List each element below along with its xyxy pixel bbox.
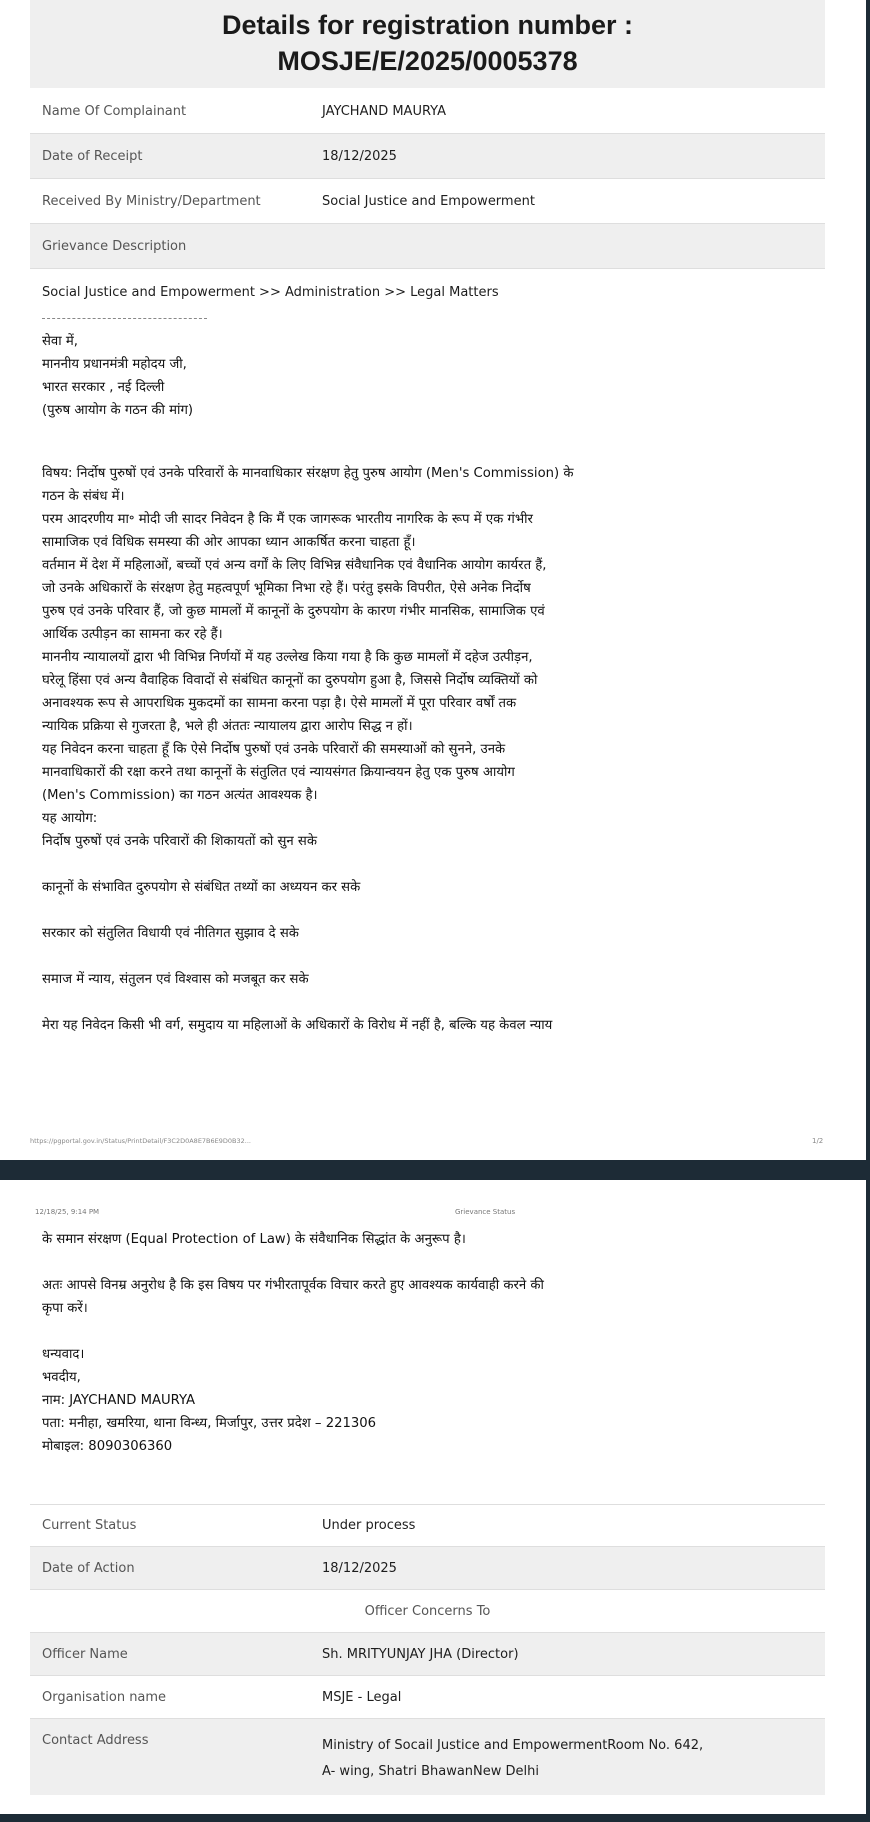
category-row (30, 272, 825, 312)
officer-name-value: Sh. MRITYUNJAY JHA (Director) (322, 1646, 519, 1662)
ministry-row (30, 179, 825, 224)
dashed-divider (42, 318, 207, 319)
ministry-label: Received By Ministry/Department (42, 193, 261, 209)
contact-address-label: Contact Address (42, 1733, 149, 1748)
current-status-label: Current Status (42, 1518, 137, 1533)
letter-address: सेवा में, माननीय प्रधानमंत्री महोदय जी, भारत सरकार , नई दिल्ली (पुरुष आयोग के गठन की मांग) (42, 334, 194, 418)
action-date-row (30, 1547, 825, 1590)
organisation-label: Organisation name (42, 1689, 167, 1705)
letter-continuation: के समान संरक्षण (Equal Protection of Law) के संवैधानिक सिद्धांत के अनुरूप है। अतः आपसे विनम्र अनुरोध है कि इस विषय पर गंभीरतापूर्वक विचार करते हुए आवश्यक कार्यवाही करने की कृपा करें। धन्यवाद। भवदीय, नाम: JAYCHAND MAURYA पता: मनीहा, खमरिया, थाना विन्ध्य, मिर्जापुर, उत्तर प्रदेश – 221306 मोबाइल: 8090306360 (42, 1232, 544, 1454)
contact-address-line-1: Ministry of Socail Justice and EmpowermentRoom No. 642, (322, 1738, 704, 1753)
receipt-value: 18/12/2025 (322, 148, 397, 164)
description-label: Grievance Description (42, 238, 187, 254)
current-status-row (30, 1504, 825, 1547)
organisation-value: MSJE - Legal (322, 1689, 402, 1705)
contact-address-row (30, 1719, 825, 1795)
description-row (30, 224, 825, 269)
officer-name-row (30, 1633, 825, 1676)
category-path: Social Justice and Empowerment >> Administration >> Legal Matters (42, 284, 499, 300)
print-header-title: Grievance Status (455, 1208, 516, 1216)
current-status-value: Under process (322, 1518, 416, 1533)
receipt-row (30, 134, 825, 179)
complainant-label: Name Of Complainant (42, 103, 187, 119)
officer-heading-row (30, 1590, 825, 1633)
action-date-value: 18/12/2025 (322, 1560, 397, 1576)
contact-address-value (322, 1733, 703, 1785)
print-timestamp: 12/18/25, 9:14 PM (35, 1208, 100, 1216)
title-line-1: Details for registration number : (221, 10, 634, 40)
complainant-row (30, 89, 825, 134)
action-date-label: Date of Action (42, 1560, 135, 1576)
page-footer-url: https://pgportal.gov.in/Status/PrintDetail/F3C2D0A8E7B6E9D0B32... (30, 1137, 251, 1145)
letter-body: विषय: निर्दोष पुरुषों एवं उनके परिवारों के मानवाधिकार संरक्षण हेतु पुरुष आयोग (Men's Commission) के गठन के संबंध में। परम आदरणीय मा॰ मोदी जी सादर निवेदन है कि मैं एक जागरूक भारतीय नागरिक के रूप में एक गंभीर सामाजिक एवं विधिक समस्या की ओर आपका ध्यान आकर्षित करना चाहता हूँ। वर्तमान में देश में महिलाओं, बच्चों एवं अन्य वर्गों के लिए विभिन्न संवैधानिक एवं वैधानिक आयोग कार्यरत हैं, जो उनके अधिकारों के संरक्षण हेतु महत्वपूर्ण भूमिका निभा रहे हैं। परंतु इसके विपरीत, ऐसे अनेक निर्दोष पुरुष एवं उनके परिवार हैं, जो कुछ मामलों में कानूनों के दुरुपयोग के कारण गंभीर मानसिक, सामाजिक एवं आर्थिक उत्पीड़न का सामना कर रहे हैं। माननीय न्यायालयों द्वारा भी विभिन्न निर्णयों में यह उल्लेख किया गया है कि कुछ मामलों में दहेज उत्पीड़न, घरेलू हिंसा एवं अन्य वैवाहिक विवादों से संबंधित कानूनों का दुरुपयोग हुआ है, जिससे निर्दोष व्यक्तियों को अनावश्यक रूप से आपराधिक मुकदमों का सामना करना पड़ा है। ऐसे मामलों में पूरा परिवार वर्षों तक न्यायिक प्रक्रिया से गुजरता है, भले ही अंततः न्यायालय द्वारा आरोप सिद्ध न हों। यह निवेदन करना चाहता हूँ कि ऐसे निर्दोष पुरुषों एवं उनके परिवारों की समस्याओं को सुनने, उनके मानवाधिकारों की रक्षा करने तथा कानूनों के संतुलित एवं न्यायसंगत क्रियान्वयन हेतु एक पुरुष आयोग (Men's Commission) का गठन अत्यंत आवश्यक है। यह आयोग: निर्दोष पुरुषों एवं उनके परिवारों की शिकायतों को सुन सके कानूनों के संभावित दुरुपयोग से संबंधित तथ्यों का अध्ययन कर सके सरकार को संतुलित विधायी एवं नीतिगत सुझाव दे सके समाज में न्याय, संतुलन एवं विश्वास को मजबूत कर सके मेरा यह निवेदन किसी भी वर्ग, समुदाय या महिलाओं के अधिकारों के विरोध में नहीं है, बल्कि यह केवल न्याय (42, 466, 574, 1033)
officer-heading: Officer Concerns To (364, 1603, 491, 1619)
ministry-value: Social Justice and Empowerment (322, 193, 535, 209)
organisation-row (30, 1676, 825, 1719)
officer-name-label: Officer Name (42, 1646, 128, 1662)
receipt-label: Date of Receipt (42, 148, 143, 164)
contact-address-line-2: A- wing, Shatri BhawanNew Delhi (322, 1764, 539, 1779)
page-number: 1/2 (812, 1137, 824, 1145)
complainant-value: JAYCHAND MAURYA (322, 103, 446, 119)
page-title (30, 0, 825, 88)
title-line-2: MOSJE/E/2025/0005378 (277, 46, 578, 76)
